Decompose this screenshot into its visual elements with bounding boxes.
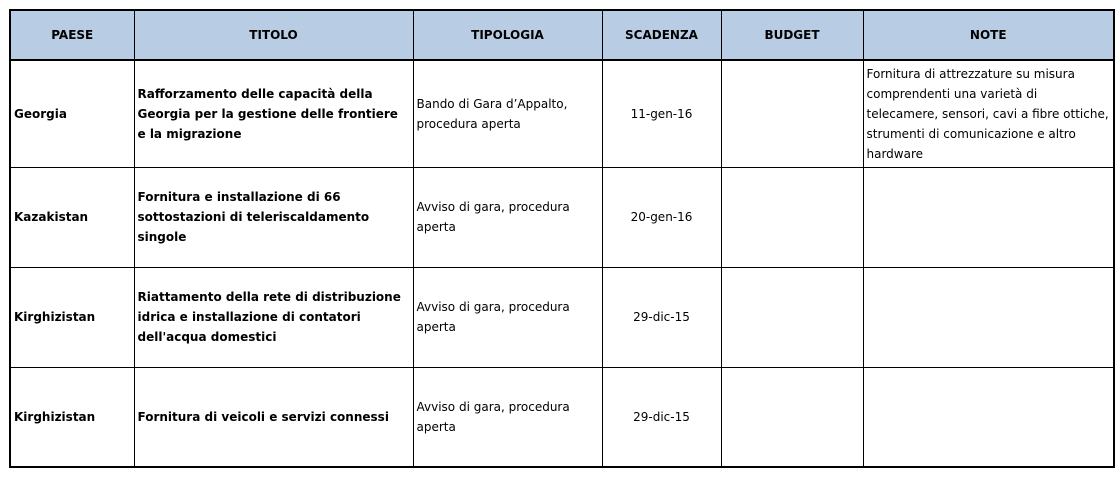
cell-note [863, 267, 1114, 367]
cell-titolo: Rafforzamento delle capacità della Georgia per la gestione delle frontiere e la migrazione [134, 60, 413, 167]
cell-tipologia: Avviso di gara, procedura aperta [413, 367, 602, 467]
cell-scadenza: 11-gen-16 [602, 60, 721, 167]
table-row [10, 167, 1114, 267]
cell-budget [721, 60, 863, 167]
header-paese: PAESE [10, 10, 134, 60]
cell-scadenza: 29-dic-15 [602, 267, 721, 367]
cell-note: Fornitura di attrezzature su misura comprendenti una varietà di telecamere, sensori, cavi a fibre ottiche, strumenti di comunicazione e altro hardware [863, 60, 1114, 167]
cell-titolo: Riattamento della rete di distribuzione idrica e installazione di contatori dell'acqua domestici [134, 267, 413, 367]
cell-budget [721, 367, 863, 467]
header-note: NOTE [863, 10, 1114, 60]
header-budget: BUDGET [721, 10, 863, 60]
tenders-table [9, 9, 1115, 468]
cell-paese: Kirghizistan [10, 367, 134, 467]
cell-note [863, 167, 1114, 267]
cell-budget [721, 267, 863, 367]
table-row [10, 60, 1114, 167]
table-body [10, 60, 1114, 467]
cell-note [863, 367, 1114, 467]
table-row [10, 367, 1114, 467]
cell-tipologia: Avviso di gara, procedura aperta [413, 267, 602, 367]
cell-titolo: Fornitura di veicoli e servizi connessi [134, 367, 413, 467]
cell-tipologia: Bando di Gara d’Appalto, procedura aperta [413, 60, 602, 167]
cell-budget [721, 167, 863, 267]
cell-scadenza: 29-dic-15 [602, 367, 721, 467]
header-row [10, 10, 1114, 60]
header-titolo: TITOLO [134, 10, 413, 60]
table-header [10, 10, 1114, 60]
header-scadenza: SCADENZA [602, 10, 721, 60]
cell-titolo: Fornitura e installazione di 66 sottostazioni di teleriscaldamento singole [134, 167, 413, 267]
table-row [10, 267, 1114, 367]
header-tipologia: TIPOLOGIA [413, 10, 602, 60]
cell-paese: Kazakistan [10, 167, 134, 267]
cell-paese: Kirghizistan [10, 267, 134, 367]
cell-paese: Georgia [10, 60, 134, 167]
cell-scadenza: 20-gen-16 [602, 167, 721, 267]
cell-tipologia: Avviso di gara, procedura aperta [413, 167, 602, 267]
